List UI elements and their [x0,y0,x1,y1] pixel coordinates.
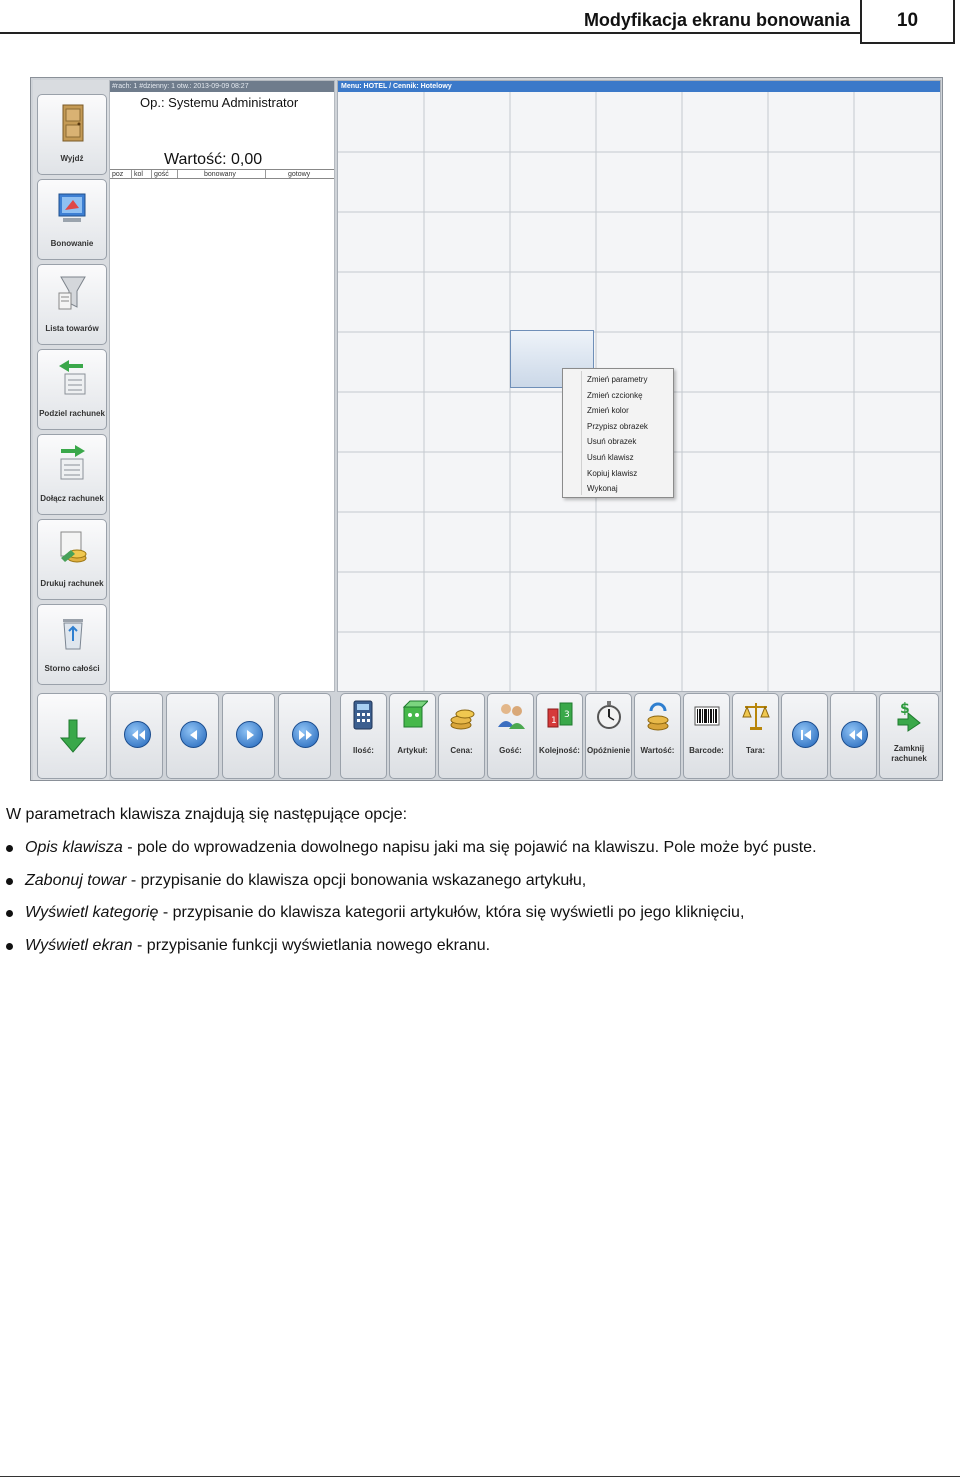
column-kol: kol [132,170,152,178]
article-label: Artykuł: [397,746,428,755]
guest-button[interactable] [487,693,534,779]
column-poz: poz [110,170,132,178]
merge-bill-icon [55,443,91,483]
intro-text: W parametrach klawisza znajdują się następujące opcje: [6,806,408,823]
pos-screenshot [30,77,943,781]
prev-page-button[interactable] [830,693,877,779]
guests-icon [496,699,526,733]
barcode-button[interactable] [683,693,730,779]
first-page-icon [792,721,819,748]
option-term: Wyświetl kategorię [25,904,159,921]
bonowanie-label: Bonowanie [50,239,94,248]
tare-label: Tara: [746,746,765,755]
exit-label: Wyjdź [60,154,84,163]
svg-text:3: 3 [564,710,570,720]
prev-button[interactable] [166,693,219,779]
bonowanie-button[interactable] [37,179,107,260]
goods-list-button[interactable] [37,264,107,345]
key-context-menu [562,368,674,498]
option-term: Wyświetl ekran [25,936,133,954]
page-number: 10 [860,0,955,44]
receipt-panel [109,80,335,692]
column-guest: gość [152,170,178,178]
article-icon [398,699,428,733]
list-item [6,903,946,936]
exit-button[interactable] [37,94,107,175]
close-bill-button[interactable] [879,693,939,779]
print-bill-label: Drukuj rachunek [40,579,104,588]
print-bill-button[interactable] [37,519,107,600]
merge-bill-label: Dołącz rachunek [40,494,104,503]
option-text: - przypisanie do klawisza opcji bonowania wskazanego artykułu, [126,871,587,889]
bullet [6,845,13,852]
fast-forward-icon [292,721,319,748]
document-header [0,0,960,46]
menu-item-execute[interactable]: Wykonaj [587,484,618,494]
bullet [6,878,13,885]
split-bill-label: Podziel rachunek [39,409,105,418]
value-button[interactable] [634,693,681,779]
order-icon [545,699,575,733]
option-text: - przypisanie do klawisza kategorii artykułów, która się wyświetli po jego kliknięciu, [158,904,745,921]
option-term: Zabonuj towar [25,871,127,889]
fast-rewind-button[interactable] [110,693,163,779]
receipt-columns [110,169,334,179]
recycle-bin-icon [55,613,91,653]
print-bill-icon [55,528,91,568]
option-text: - pole do wprowadzenia dowolnego napisu jaki ma się pojawić na klawiszu. Pole może być puste. [122,839,817,856]
list-item [6,838,946,871]
receipt-info-bar: #rach: 1 #dzienny: 1 otw.: 2013-09-09 08:27 [110,81,334,92]
fast-forward-button[interactable] [278,693,331,779]
article-button[interactable] [389,693,436,779]
menu-title-bar: Menu: HOTEL / Cennik: Hotelowy [338,81,940,92]
list-item [6,936,946,969]
svg-text:1: 1 [551,716,557,726]
close-bill-label: Zamknij rachunek [891,744,927,763]
quantity-label: Ilość: [353,746,374,755]
column-bonowany: bonowany [178,170,266,178]
door-icon [55,103,91,143]
order-button[interactable] [536,693,583,779]
left-button-column [33,80,109,780]
guest-label: Gość: [499,746,522,755]
bonowanie-icon [55,188,91,228]
option-term: Opis klawisza [25,839,123,856]
menu-item-copy-key[interactable]: Kopiuj klawisz [587,468,638,478]
value-label: Wartość: [640,746,675,755]
menu-item-change-font[interactable]: Zmień czcionkę [587,390,643,400]
merge-bill-button[interactable] [37,434,107,515]
next-icon [236,721,263,748]
first-page-button[interactable] [781,693,828,779]
price-button[interactable] [438,693,485,779]
storno-label: Storno całości [44,664,100,673]
menu-item-change-params[interactable]: Zmień parametry [587,375,648,384]
order-label: Kolejność: [539,746,580,755]
calculator-icon [349,699,379,733]
scales-icon [741,699,771,733]
fast-rewind-icon [124,721,151,748]
menu-item-change-color[interactable]: Zmień kolor [587,406,629,416]
delay-label: Opóźnienie [586,746,631,755]
prev-page-icon [841,721,868,748]
barcode-icon [692,699,722,733]
bullet [6,910,13,917]
bill-value: Wartość: 0,00 [164,151,263,168]
split-bill-icon [55,358,91,398]
footer-rule [0,1476,960,1477]
menu-key-grid-area [337,80,941,692]
options-list [6,838,946,968]
goods-list-label: Lista towarów [45,324,99,333]
bullet [6,943,13,950]
page-title: Modyfikacja ekranu bonowania [583,10,850,30]
barcode-label: Barcode: [689,746,724,755]
menu-item-assign-image[interactable]: Przypisz obrazek [587,421,648,431]
quantity-button[interactable] [340,693,387,779]
delay-button[interactable] [585,693,632,779]
price-label: Cena: [450,746,473,755]
column-gotowy: gotowy [288,171,311,178]
arrow-down-icon [55,716,91,756]
close-bill-icon [894,699,924,733]
coins-icon [447,699,477,733]
list-item [6,871,946,904]
storno-button[interactable] [37,604,107,685]
goods-list-icon [55,273,91,313]
menu-item-remove-key[interactable]: Usuń klawisz [587,452,634,462]
option-text: - przypisanie funkcji wyświetlania nowego ekranu. [132,936,491,954]
tare-button[interactable] [732,693,779,779]
prev-icon [180,721,207,748]
header-rule [0,32,862,34]
menu-item-remove-image[interactable]: Usuń obrazek [587,437,637,447]
stopwatch-icon [594,699,624,733]
split-bill-button[interactable] [37,349,107,430]
svg-text:$: $ [900,701,910,717]
scroll-down-button[interactable] [37,693,107,779]
value-coins-icon [643,699,673,733]
next-button[interactable] [222,693,275,779]
operator-label: Op.: Systemu Administrator [140,95,299,110]
